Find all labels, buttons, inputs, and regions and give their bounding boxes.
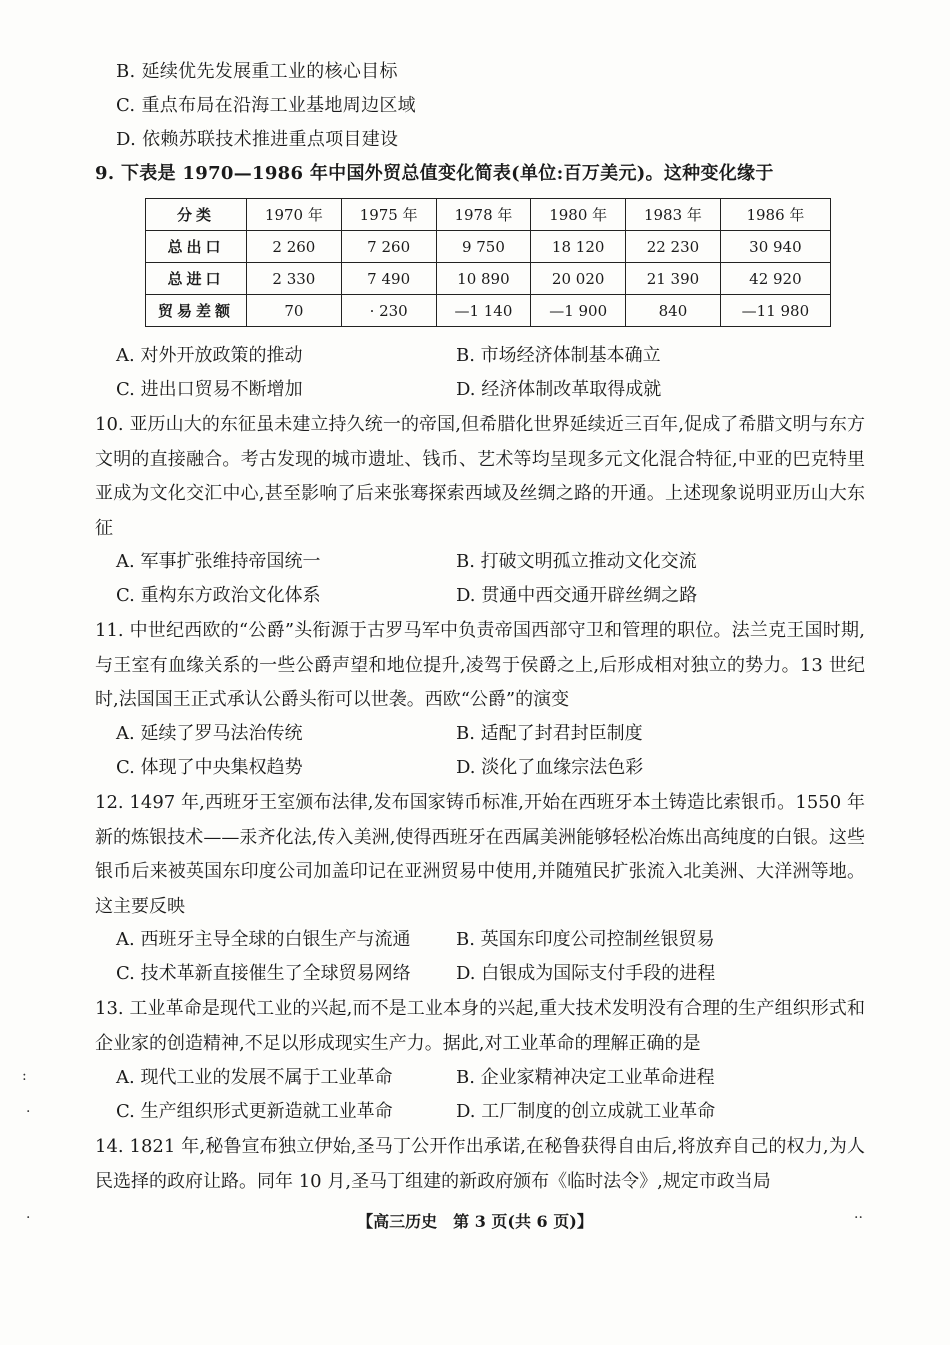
q12-stem: 12. 1497 年,西班牙王室颁布法律,发布国家铸币标准,开始在西班牙本土铸造比索银币。1550 年新的炼银技术——汞齐化法,传入美洲,使得西班牙在西属美洲能够轻松冶炼出高纯度的白银。这些银币后来被英国东印度公司加盖印记在亚洲贸易中使用,并随殖民扩张流入北美洲、大洋洲等地。这主要反映 xyxy=(95,792,865,917)
q9-option-a: A. 对外开放政策的推动 xyxy=(116,345,303,366)
q12-option-c: C. 技术革新直接催生了全球贸易网络 xyxy=(116,963,411,984)
table-cell: 9 750 xyxy=(436,231,531,263)
q10-option-c: C. 重构东方政治文化体系 xyxy=(116,585,321,606)
q11-option-c: C. 体现了中央集权趋势 xyxy=(116,757,303,778)
q13-option-d: D. 工厂制度的创立成就工业革命 xyxy=(456,1101,716,1122)
q9-stem xyxy=(95,162,774,186)
table-header: 1983 年 xyxy=(626,199,721,231)
q10-option-d: D. 贯通中西交通开辟丝绸之路 xyxy=(456,585,698,606)
table-cell: 7 490 xyxy=(341,263,436,295)
q12-option-b: B. 英国东印度公司控制丝银贸易 xyxy=(456,929,715,950)
table-row xyxy=(146,295,831,327)
q9-option-b: B. 市场经济体制基本确立 xyxy=(456,345,661,366)
table-header: 1980 年 xyxy=(531,199,626,231)
page-footer: 【高三历史 第 3 页(共 6 页)】 xyxy=(357,1212,593,1231)
scan-mark: : xyxy=(22,1068,27,1084)
q10-option-a: A. 军事扩张维持帝国统一 xyxy=(116,551,321,572)
q11-option-b: B. 适配了封君封臣制度 xyxy=(456,723,643,744)
table-header: 1975 年 xyxy=(341,199,436,231)
prev-option-c: C. 重点布局在沿海工业基地周边区域 xyxy=(116,95,416,116)
table-cell: 840 xyxy=(626,295,721,327)
table-row-label: 贸易差额 xyxy=(146,295,247,327)
q9-option-c: C. 进出口贸易不断增加 xyxy=(116,379,303,400)
table-header-row xyxy=(146,199,831,231)
q12-option-a: A. 西班牙主导全球的白银生产与流通 xyxy=(116,929,411,950)
table-cell: 10 890 xyxy=(436,263,531,295)
q13-option-c: C. 生产组织形式更新造就工业革命 xyxy=(116,1101,393,1122)
table-cell: · 230 xyxy=(341,295,436,327)
scan-mark: · xyxy=(26,1104,31,1120)
table-cell: 70 xyxy=(247,295,342,327)
prev-option-d: D. 依赖苏联技术推进重点项目建设 xyxy=(116,129,399,150)
table-header: 分类 xyxy=(146,199,247,231)
q9-option-d: D. 经济体制改革取得成就 xyxy=(456,379,662,400)
q11-stem: 11. 中世纪西欧的“公爵”头衔源于古罗马军中负责帝国西部守卫和管理的职位。法兰克王国时期,与王室有血缘关系的一些公爵声望和地位提升,凌驾于侯爵之上,后形成相对独立的势力。13 世纪时,法国国王正式承认公爵头衔可以世袭。西欧“公爵”的演变 xyxy=(95,620,865,710)
table-row-label: 总进口 xyxy=(146,263,247,295)
q11-option-a: A. 延续了罗马法治传统 xyxy=(116,723,303,744)
scan-mark: ·· xyxy=(854,1210,863,1226)
q10-stem: 10. 亚历山大的东征虽未建立持久统一的帝国,但希腊化世界延续近三百年,促成了希腊文明与东方文明的直接融合。考古发现的城市遗址、钱币、艺术等均呈现多元文化混合特征,中亚的巴克特里亚成为文化交汇中心,甚至影响了后来张骞探索西域及丝绸之路的开通。上述现象说明亚历山大东征 xyxy=(95,414,865,539)
table-row xyxy=(146,263,831,295)
table-cell: 20 020 xyxy=(531,263,626,295)
q13-option-a: A. 现代工业的发展不属于工业革命 xyxy=(116,1067,393,1088)
table-cell: 7 260 xyxy=(341,231,436,263)
q13-stem: 13. 工业革命是现代工业的兴起,而不是工业本身的兴起,重大技术发明没有合理的生产组织形式和企业家的创造精神,不足以形成现实生产力。据此,对工业革命的理解正确的是 xyxy=(95,998,865,1054)
table-header: 1986 年 xyxy=(720,199,830,231)
q11-option-d: D. 淡化了血缘宗法色彩 xyxy=(456,757,644,778)
table-cell: 42 920 xyxy=(720,263,830,295)
q12-option-d: D. 白银成为国际支付手段的进程 xyxy=(456,963,716,984)
table-cell: 30 940 xyxy=(720,231,830,263)
table-row-label: 总出口 xyxy=(146,231,247,263)
q14-stem: 14. 1821 年,秘鲁宣布独立伊始,圣马丁公开作出承诺,在秘鲁获得自由后,将放弃自己的权力,为人民选择的政府让路。同年 10 月,圣马丁组建的新政府颁布《临时法令》,规定市政当局 xyxy=(95,1136,865,1192)
table-cell: —1 900 xyxy=(531,295,626,327)
scan-mark: · xyxy=(26,1210,31,1226)
q10-option-b: B. 打破文明孤立推动文化交流 xyxy=(456,551,697,572)
prev-option-b: B. 延续优先发展重工业的核心目标 xyxy=(116,61,398,82)
table-cell: 2 260 xyxy=(247,231,342,263)
q13-option-b: B. 企业家精神决定工业革命进程 xyxy=(456,1067,715,1088)
table-cell: 21 390 xyxy=(626,263,721,295)
table-cell: 18 120 xyxy=(531,231,626,263)
q9-stem-text: 9. 下表是 1970—1986 年中国外贸总值变化简表(单位:百万美元)。这种变化缘于 xyxy=(95,163,774,184)
table-cell: —11 980 xyxy=(720,295,830,327)
table-row xyxy=(146,231,831,263)
table-header: 1970 年 xyxy=(247,199,342,231)
table-header: 1978 年 xyxy=(436,199,531,231)
trade-table xyxy=(145,198,831,327)
table-cell: 22 230 xyxy=(626,231,721,263)
table-cell: —1 140 xyxy=(436,295,531,327)
table-cell: 2 330 xyxy=(247,263,342,295)
